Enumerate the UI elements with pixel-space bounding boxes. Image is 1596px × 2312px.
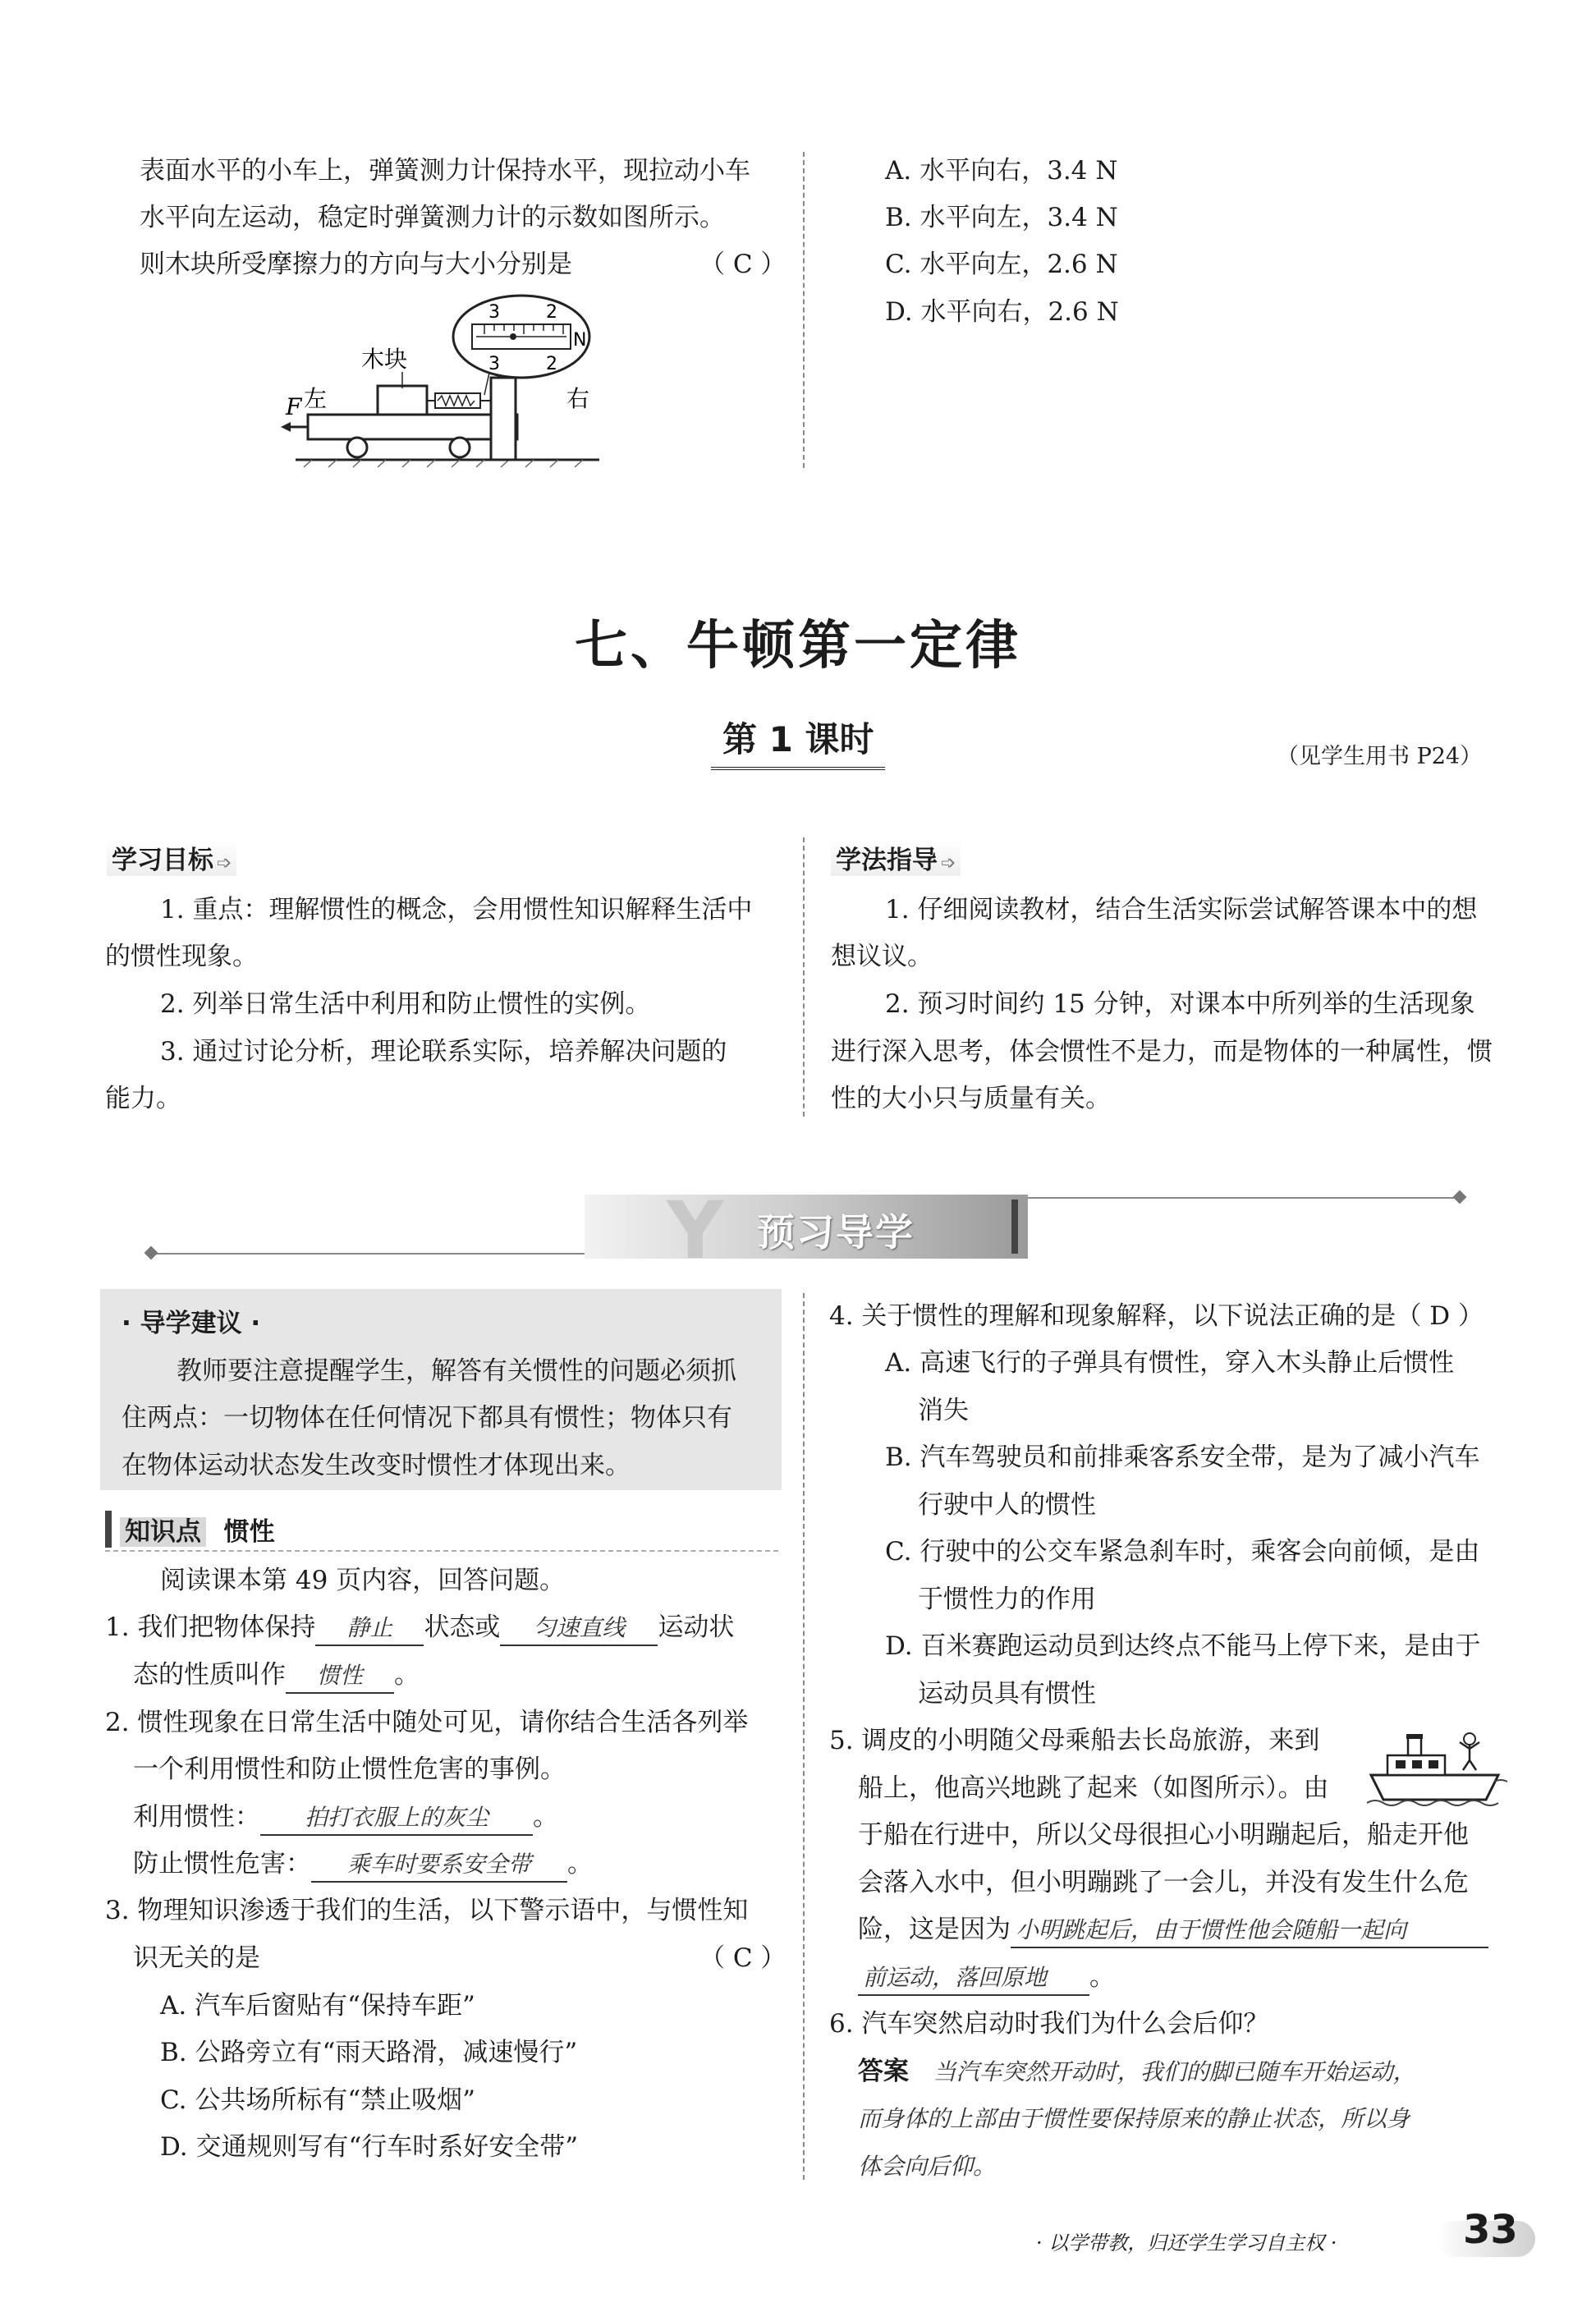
q2-prevent: 防止惯性危害： 乘车时要系安全带 。: [133, 1847, 593, 1883]
block-label: 木块: [361, 346, 408, 373]
methods-line-1: 1. 仔细阅读教材，结合生活实际尝试解答课本中的想: [885, 895, 1478, 924]
q4-line-2: 消失: [918, 1396, 969, 1425]
lesson-label: 第 1 课时: [711, 713, 885, 770]
methods-heading: 学法指导 ➩: [831, 839, 961, 876]
q1-blank-3: 惯性: [286, 1659, 394, 1694]
knowledge-intro: 阅读课本第 49 页内容，回答问题。: [160, 1566, 566, 1595]
goals-line-1: 1. 重点：理解惯性的概念，会用惯性知识解释生活中: [160, 895, 753, 924]
prev-stem-line-3: 则木块所受摩擦力的方向与大小分别是: [140, 250, 572, 279]
q2-use: 利用惯性： 拍打衣服上的灰尘 。: [133, 1801, 558, 1836]
q4-line-7: D. 百米赛跑运动员到达终点不能马上停下来，是由于: [885, 1631, 1481, 1661]
q4-line-3: B. 汽车驾驶员和前排乘客系安全带，是为了减小汽车: [885, 1443, 1480, 1472]
boy-body: [1460, 1742, 1479, 1770]
boat-chimney: [1408, 1737, 1421, 1755]
footer-slogan: · 以学带教，归还学生学习自主权 ·: [1036, 2232, 1337, 2255]
prev-stem-line-2: 水平向左运动，稳定时弹簧测力计的示数如图所示。: [140, 203, 725, 232]
q6-answer-line-2: 而身体的上部由于惯性要保持原来的静止状态，所以身: [858, 2105, 1410, 2132]
force-label: F: [286, 393, 302, 420]
q5-line-2: 船上，他高兴地跳了起来（如图所示）。由: [858, 1773, 1329, 1803]
dial-num-bottom-left: 3: [488, 354, 500, 374]
boat-figure: [1363, 1724, 1515, 1810]
methods-line-4: 进行深入思考，体会惯性不是力，而是物体的一种属性，惯: [831, 1037, 1493, 1067]
prev-option-b: B. 水平向左，3.4 N: [885, 203, 1118, 232]
q4-stem: 4. 关于惯性的理解和现象解释，以下说法正确的是（ D ）: [829, 1301, 1484, 1331]
prev-option-a: A. 水平向右，3.4 N: [885, 156, 1118, 186]
goals-line-3: 2. 列举日常生活中利用和防止惯性的实例。: [160, 989, 651, 1019]
prev-option-d: D. 水平向右，2.6 N: [885, 297, 1119, 327]
guide-line-2: 住两点：一切物体在任何情况下都具有惯性；物体只有: [122, 1403, 732, 1433]
guide-line-3: 在物体运动状态发生改变时惯性才体现出来。: [122, 1451, 631, 1480]
q6-answer-line-1: 答案 当汽车突然开动时，我们的脚已随车开始运动，: [858, 2057, 1416, 2086]
goals-heading: 学习目标 ➩: [107, 839, 236, 876]
arrow-circle-icon: ➩: [217, 853, 232, 874]
arrow-circle-icon: ➩: [941, 853, 956, 874]
q2-line-1: 2. 惯性现象在日常生活中随处可见，请你结合生活各列举: [105, 1708, 749, 1737]
preview-banner: [585, 1185, 1028, 1277]
cart-body: [308, 415, 517, 439]
q6-stem: 6. 汽车突然启动时我们为什么会后仰？: [829, 2009, 1269, 2039]
boat-hull: [1371, 1775, 1498, 1800]
cart-wheel-right: [450, 438, 470, 457]
q4-line-4: 行驶中人的惯性: [918, 1490, 1096, 1520]
right-label: 右: [566, 385, 590, 412]
q6-answer-line-3: 体会向后仰。: [858, 2153, 997, 2180]
q1-blank-2: 匀速直线: [500, 1612, 658, 1646]
q3-line-2: 识无关的是: [133, 1943, 260, 1973]
left-label: 左: [304, 385, 328, 412]
guide-heading: · 导学建议 ·: [122, 1309, 261, 1338]
q6-answer-label: 答案: [858, 2057, 909, 2086]
q3-option-b: B. 公路旁立有“雨天路滑，减速慢行”: [160, 2038, 578, 2067]
q3-option-a: A. 汽车后窗贴有“保持车距”: [160, 1991, 475, 2021]
fixed-wall: [491, 378, 516, 460]
q4-line-5: C. 行驶中的公交车紧急刹车时，乘客会向前倾，是由: [885, 1537, 1480, 1567]
q5-line-6: 前运动，落回原地 。: [858, 1961, 1115, 1996]
dial-num-top-right: 2: [546, 302, 557, 323]
q1-blank-1: 静止: [315, 1612, 424, 1646]
q5-line-5: 险，这是因为 小明跳起后，由于惯性他会随船一起向: [858, 1913, 1488, 1948]
q1-line-2: 态的性质叫作 惯性 。: [133, 1658, 420, 1694]
q5-line-1: 5. 调皮的小明随父母乘船去长岛旅游，来到: [829, 1726, 1320, 1755]
banner-line-right: [1026, 1197, 1461, 1199]
student-book-ref: （见学生用书 P24）: [1277, 744, 1483, 769]
q3-option-d: D. 交通规则写有“行车时系好安全带”: [160, 2132, 579, 2162]
q4-line-6: 于惯性力的作用: [918, 1585, 1096, 1614]
goals-line-5: 能力。: [105, 1084, 181, 1113]
boy-head: [1464, 1733, 1475, 1745]
prev-answer: （ C ）: [699, 250, 787, 279]
prev-option-c: C. 水平向左，2.6 N: [885, 250, 1118, 279]
page-number: 33: [1463, 2207, 1518, 2253]
cart-wheel-left: [347, 438, 367, 457]
banner-line-left: [152, 1253, 591, 1255]
q4-line-8: 运动员具有惯性: [918, 1679, 1096, 1709]
q3-answer: （ C ）: [699, 1943, 787, 1973]
dial-num-top-left: 3: [488, 302, 500, 323]
q3-option-c: C. 公共场所标有“禁止吸烟”: [160, 2085, 476, 2115]
methods-line-3: 2. 预习时间约 15 分钟，对课本中所列举的生活现象: [885, 989, 1475, 1019]
q1-line-1: 1. 我们把物体保持 静止 状态或 匀速直线 运动状: [105, 1611, 734, 1646]
dial-num-bottom-right: 2: [546, 354, 557, 374]
q2-line-2: 一个利用惯性和防止惯性危害的事例。: [133, 1755, 566, 1784]
chapter-title: 七、牛顿第一定律: [575, 616, 1021, 677]
q4-line-1: A. 高速飞行的子弹具有惯性，穿入木头静止后惯性: [885, 1348, 1455, 1378]
q2-prevent-answer: 乘车时要系安全带: [311, 1848, 567, 1883]
q5-answer-part-1: 小明跳起后，由于惯性他会随船一起向: [1011, 1914, 1488, 1948]
q3-line-1: 3. 物理知识渗透于我们的生活，以下警示语中，与惯性知: [105, 1896, 749, 1925]
goals-line-4: 3. 通过讨论分析，理论联系实际，培养解决问题的: [160, 1037, 727, 1067]
banner-letter: Y: [667, 1185, 724, 1277]
methods-line-5: 性的大小只与质量有关。: [831, 1084, 1111, 1113]
methods-line-2: 想议议。: [831, 942, 933, 971]
goals-line-2: 的惯性现象。: [105, 942, 258, 971]
q2-use-answer: 拍打衣服上的灰尘: [260, 1801, 533, 1836]
prev-stem-line-1: 表面水平的小车上，弹簧测力计保持水平，现拉动小车: [140, 156, 750, 186]
q5-line-3: 于船在行进中，所以父母很担心小明蹦起后，船走开他: [858, 1820, 1469, 1850]
q5-line-4: 会落入水中，但小明蹦跳了一会儿，并没有发生什么危: [858, 1868, 1469, 1897]
knowledge-point-heading: 知识点 惯性: [105, 1511, 275, 1548]
cart-spring-scale-figure: [279, 291, 608, 468]
wooden-block: [378, 386, 427, 415]
q5-answer-part-2: 前运动，落回原地: [858, 1961, 1089, 1996]
dial-unit: N: [573, 330, 587, 351]
guide-line-1: 教师要注意提醒学生，解答有关惯性的问题必须抓: [177, 1356, 736, 1386]
banner-text: 预习导学: [757, 1210, 915, 1255]
